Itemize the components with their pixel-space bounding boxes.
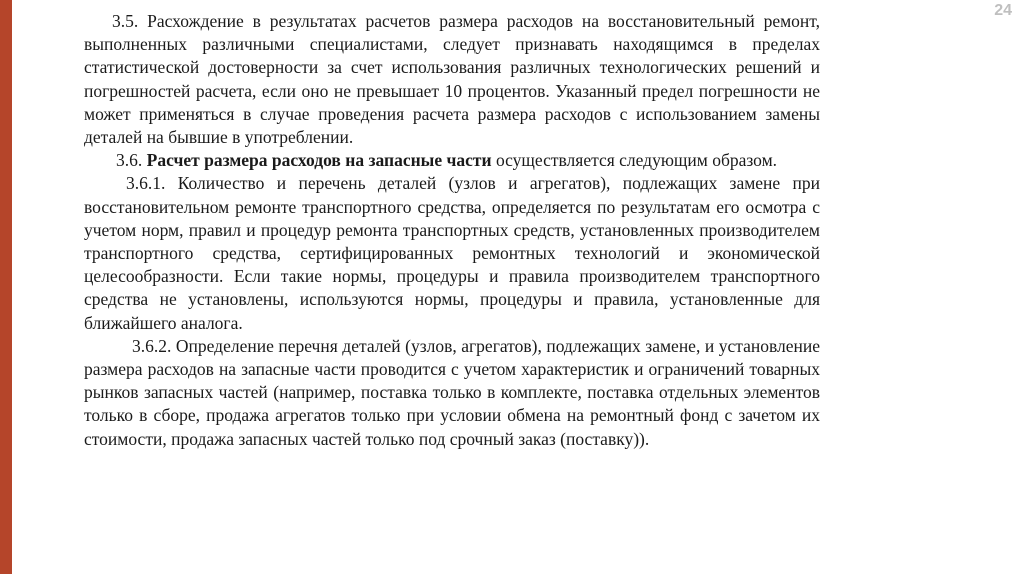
paragraph-3-5: 3.5. Расхождение в результатах расчетов размера расходов на восстановительный ремонт, выполненных различными специалистами, следует признавать находящимся в пределах статистической достоверности за счет использования различных технологических решений и погрешностей расчета, если оно не превышает 10 процентов. Указанный предел погрешности не может применяться в случае проведения расчета размера расходов с использованием замены деталей на бывшие в употреблении. <box>84 11 820 148</box>
paragraph-3-6-1: 3.6.1. Количество и перечень деталей (узлов и агрегатов), подлежащих замене при восстановительном ремонте транспортного средства, определяется по результатам его осмотра с учетом норм, правил и процедур ремонта транспортных средств, установленных производителем транспортного средства, сертифицированных ремонтных технологий и экономической целесообразности. Если такие нормы, процедуры и правила производителем транспортного средства не установлены, используются нормы, процедуры и правила, установленные для ближайшего аналога. <box>84 173 820 333</box>
left-accent-bar <box>0 0 12 574</box>
paragraph-3-6-text: осуществляется следующим образом. <box>491 150 778 171</box>
paragraph-3-6 <box>84 149 820 172</box>
document-body <box>84 10 820 451</box>
paragraph-3-6-number: 3.6. <box>116 150 147 171</box>
page-number: 24 <box>994 2 1012 19</box>
paragraph-3-6-heading: Расчет размера расходов на запасные части <box>146 150 492 171</box>
paragraph-3-6-2: 3.6.2. Определение перечня деталей (узлов, агрегатов), подлежащих замене, и установление размера расходов на запасные части проводится с учетом характеристик и ограничений товарных рынков запасных частей (например, поставка только в комплекте, поставка отдельных элементов только в сборе, продажа агрегатов только при условии обмена на ремонтный фонд с зачетом их стоимости, продажа запасных частей только под срочный заказ (поставку)). <box>84 335 820 449</box>
